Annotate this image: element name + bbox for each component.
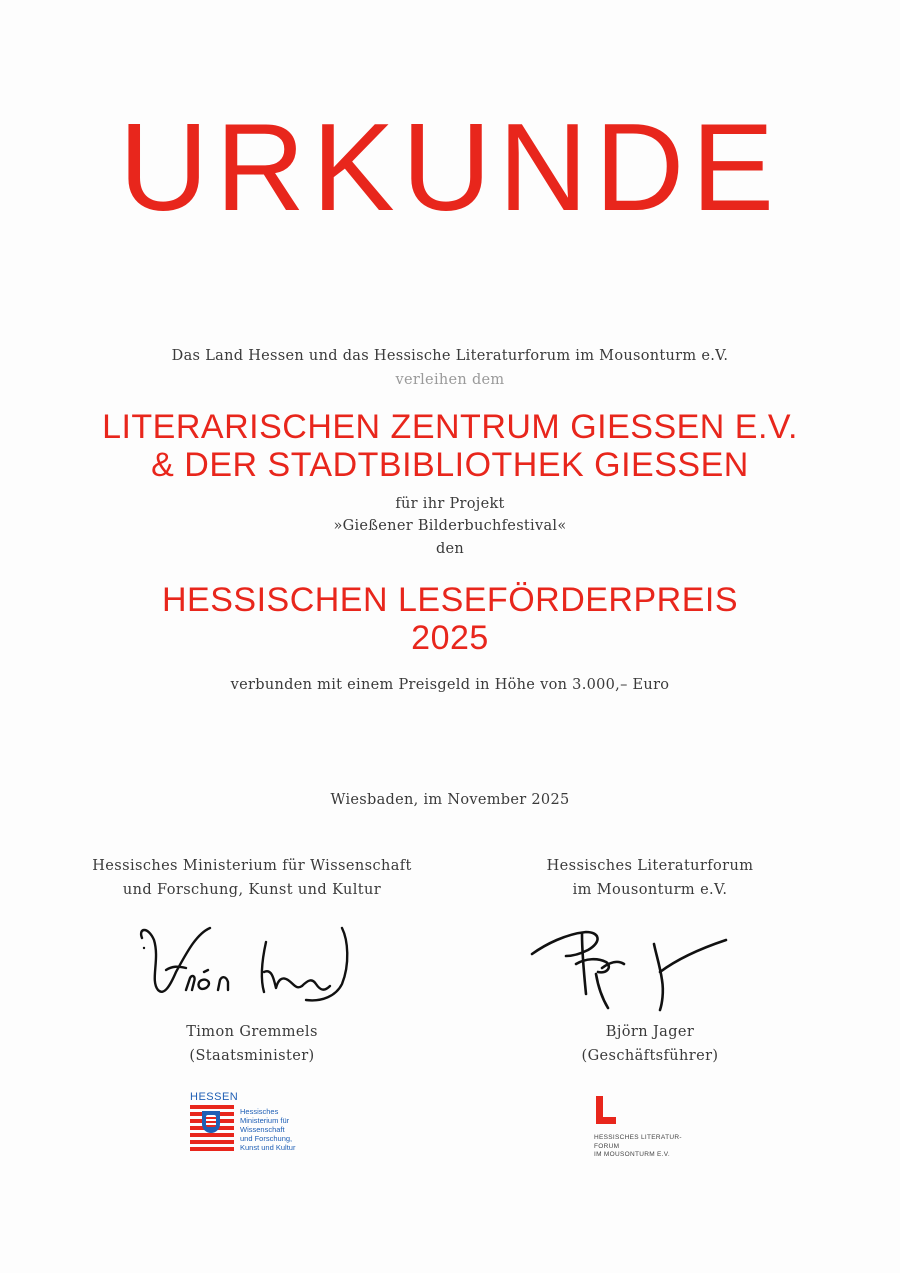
project-intro: für ihr Projekt	[395, 496, 505, 512]
right-signatory-block	[440, 1020, 860, 1068]
right-org-line-1: Hessisches Literaturforum	[546, 858, 754, 874]
recipient-line-1: LITERARISCHEN ZENTRUM GIESSEN E.V.	[102, 408, 798, 446]
award-year: 2025	[411, 619, 489, 657]
literaturforum-logo	[594, 1094, 714, 1164]
intro-line: Das Land Hessen und das Hessische Literaturforum im Mousonturm e.V.	[171, 348, 729, 364]
left-signatory-role: (Staatsminister)	[189, 1048, 315, 1064]
literaturforum-l-icon	[594, 1094, 618, 1126]
left-org-line-1: Hessisches Ministerium für Wissenschaft	[92, 858, 412, 874]
hessen-ministry-name: Hessisches Ministerium für Wissenschaft und Forschung, Kunst und Kultur	[240, 1107, 296, 1152]
place-and-date: Wiesbaden, im November 2025	[330, 792, 570, 808]
right-signatory-org	[440, 854, 860, 902]
right-signature	[526, 924, 736, 1014]
award-name: HESSISCHEN LESEFÖRDERPREIS	[161, 581, 739, 619]
intro-verb: verleihen dem	[395, 372, 505, 388]
left-org-line-2: und Forschung, Kunst und Kultur	[122, 882, 382, 898]
project-article: den	[435, 541, 465, 557]
certificate-title: URKUNDE	[118, 99, 782, 237]
right-signatory-role: (Geschäftsführer)	[581, 1048, 719, 1064]
right-signatory-name: Björn Jager	[605, 1024, 695, 1040]
left-signatory-block	[42, 1020, 462, 1068]
left-signatory-name: Timon Gremmels	[186, 1024, 318, 1040]
project-name: »Gießener Bilderbuchfestival«	[333, 518, 567, 534]
right-org-line-2: im Mousonturm e.V.	[572, 882, 728, 898]
literaturforum-name: HESSISCHES LITERATUR- FORUM IM MOUSONTURM E.V.	[594, 1134, 682, 1158]
left-signatory-org	[42, 854, 462, 902]
prize-money-text: verbunden mit einem Preisgeld in Höhe von 3.000,– Euro	[230, 677, 670, 693]
hessen-wordmark: HESSEN	[190, 1091, 239, 1103]
hessen-lion-crest-icon	[202, 1111, 220, 1133]
recipient-line-2: & DER STADTBIBLIOTHEK GIESSEN	[151, 446, 749, 484]
left-signature	[136, 920, 366, 1020]
hessen-ministry-logo	[190, 1091, 320, 1157]
